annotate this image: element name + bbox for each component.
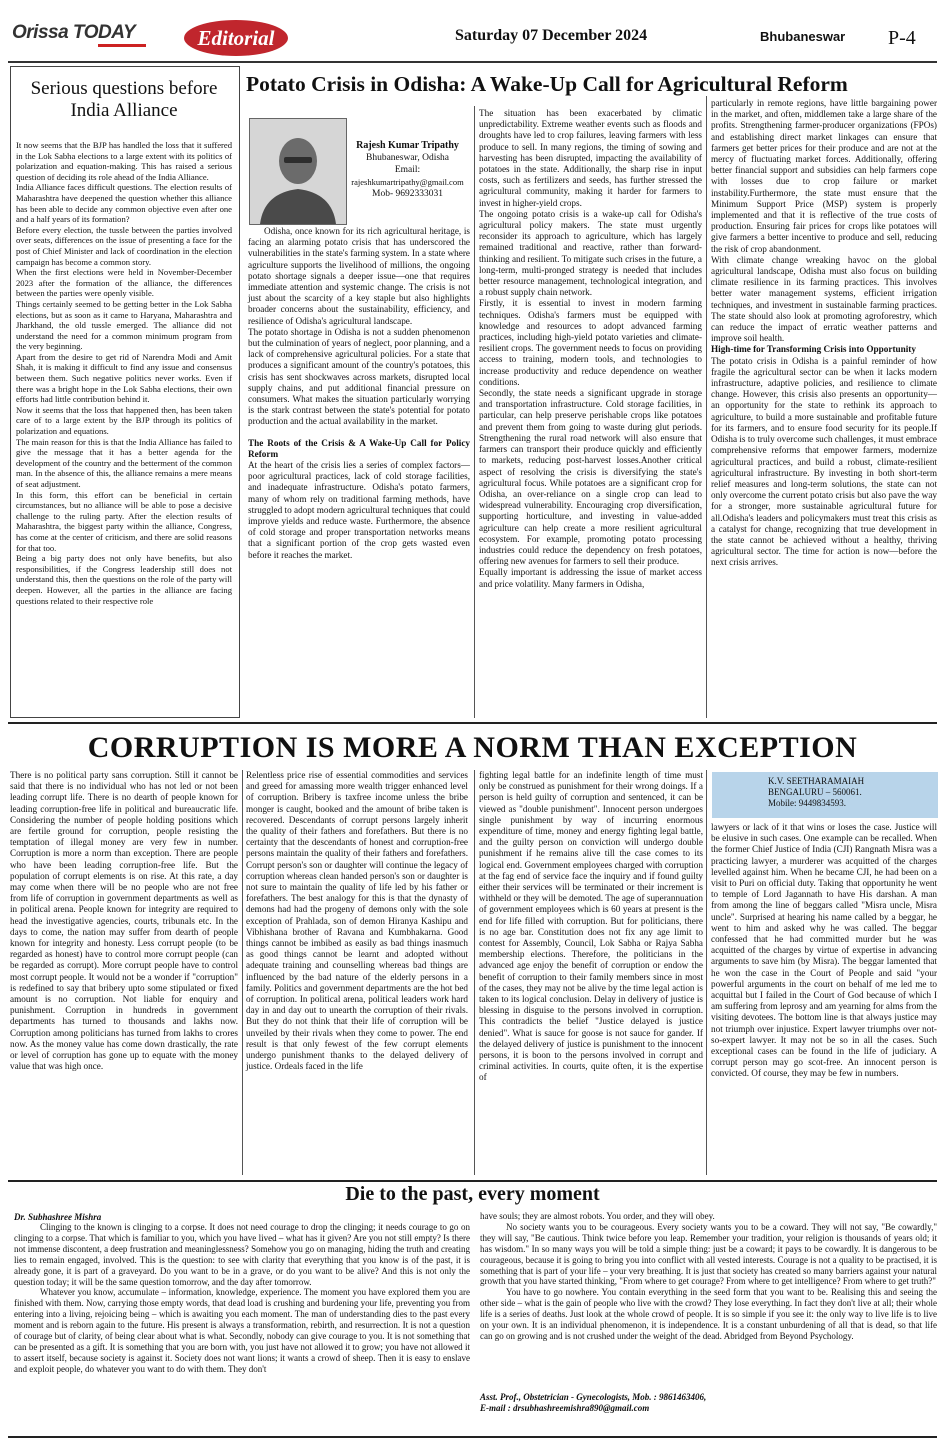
main-article-title: Potato Crisis in Odisha: A Wake-Up Call for Agricultural Reform bbox=[246, 72, 848, 96]
author-email: rajeshkumartripathy@gmail.com bbox=[351, 177, 464, 187]
corruption-author-box bbox=[712, 772, 938, 818]
logo-text: Orissa TODAY bbox=[12, 22, 136, 43]
paragraph: You have to go nowhere. You contain everything in the seed form that you want to be. Realising this and seeing the other side – what is the gain of people who live with the crowd? They lose everything. In fact they don't live at all; their whole life is a series of deaths. Just look at the whole crowd of people. It is so simple if you see it: the only way to live life is to live on your own. It is an individual phenomenon, it is independence. It is a constant unburdening of all that is dead, so that life can go on growing and is not crushed under the weight of the dead. Abridged from Beyond Psychology. bbox=[480, 1287, 937, 1341]
paragraph: With climate change wreaking havoc on the global agricultural landscape, Odisha must also focus on building climate resilience in its farming practices. This involves better water management systems, efficient irrigation techniques, and investment in sustainable farming practices. The state should also look at promoting agroforestry, which can reduce the impact of erratic weather patterns and improve soil health. bbox=[711, 254, 937, 344]
author-portrait-icon bbox=[250, 119, 346, 224]
paragraph: The potato shortage in Odisha is not a sudden phenomenon but the culmination of years of neglect, poor planning, and a lack of comprehensive agricultural policies. For a state that produces a significant amount of the country's potatoes, this crisis has sent shockwaves across markets, disrupted local supply chains, and put additional financial pressure on consumers. What makes the situation particularly worrying is the stark contrast between the state's potential for potato production and the actual availability in the market. bbox=[248, 326, 470, 427]
corruption-col2: Relentless price rise of essential commodities and services and greed for amassing more wealth trigger enhanced level of corruption. Bribery is taxfree income unless the bribe monger is caught, booked and the amount of bribe taken is recovered. Descendants of corrupt persons largely inherit the quality of their fathers and forefathers. But there is no certainty that the descendants of honest and corruption-free persons maintain the quality of their fathers and forefathers. Corrupt person's son or daughter will continue the legacy of corruption whereas clean handed person's son or daughter is not sure to maintain the quality of life led by his father or forefathers. The best analogy for this is that the dynasty of demons had had the progeny of demons only with the sole exception of Prahlada, son of demon Hiranya Kashipu and Vibhishana brother of Ravana and Kumbhakarna. Good things cannot be imbibed as easily as bad things inasmuch as good things cannot be learnt and adopted without adequate training and counselling whereas bad things are influenced by the bad nature of the elderly persons in a family. Politics and government departments are the hot bed of corruption. In political arena, political leaders work hard day in and day out to unearth the corruption of their rivals. But they do not think that their life of corruption will be unveiled by their rivals when they come to power. The end result is that only fewest of the few corrupt elements undergo punishment thanks to the delayed delivery of justice. Ordeals faced in the life bbox=[246, 770, 468, 1072]
paragraph: When the first elections were held in November-December 2023 after the formation of the alliance, the differences between the parties were openly visible. bbox=[16, 267, 232, 299]
paragraph: have souls; they are almost robots. You order, and they will obey. bbox=[480, 1211, 715, 1221]
author-email-label: Email: bbox=[394, 165, 421, 175]
paragraph: The ongoing potato crisis is a wake-up call for Odisha's agricultural policy makers. The state must urgently reconsider its approach to agriculture, which has largely remained traditional and reactive, rather than forward-thinking and resilient. To mitigate such crises in the future, a long-term, multi-pronged strategy is needed that includes better resource management, technological integration, and a robust supply chain network. bbox=[479, 208, 702, 298]
paragraph: Things certainly seemed to be getting better in the Lok Sabha elections, but as soon as it came to Haryana, Maharashtra and Jharkhand, the old tussle emerged. The alliance did not understand the need for a common minimum program from the very beginning. bbox=[16, 298, 232, 352]
col-divider bbox=[474, 770, 475, 1175]
edition-city: Bhubaneswar bbox=[760, 29, 846, 44]
paragraph: India Alliance faces difficult questions. The election results of Maharashtra have deepened the question whether this alliance has been able to decide any common objective even after one and a half years of its formation? bbox=[16, 182, 232, 225]
paragraph: No society wants you to be courageous. Every society wants you to be a coward. They will not say, "Be cowardly," they will say, "Be cautious. Think twice before you leap. Remember your tradition, your religion is thousands of years old; it has wisdom." In so many ways you will be told a simple thing: just be a coward; it pays to be cowardly. It is dangerous to be courageous, because it is going to bring you into conflict with all vested interests. Courage is not a quality to be practised, it is something that is part of your life – your very breathing. It is just that society has created so many barriers against your natural growth that you have started thinking, "From where to get courage? From where to get intelligence? From where to get truth?" bbox=[480, 1221, 937, 1287]
main-article-col2 bbox=[479, 108, 702, 590]
header-rule bbox=[8, 61, 937, 63]
paragraph: Now it seems that the loss that happened then, has been taken care of to a large extent by the BJP through its politics of polarization and equations. bbox=[16, 404, 232, 437]
spacer bbox=[248, 428, 470, 438]
col-divider bbox=[242, 770, 243, 1175]
main-article-col3 bbox=[711, 98, 937, 569]
paragraph: The situation has been exacerbated by climatic unpredictability. Extreme weather events such as floods and droughts have led to crop failures, leaving farmers with less produce to sell. In many regions, the timing of sowing and harvesting has been disrupted, impacting the availability of potatoes in the state. Additionally, the sharp rise in input costs, such as fertilizers and seeds, has further stressed the agricultural community, making it harder for farmers to invest in higher-yield crops. bbox=[479, 108, 702, 208]
bottom-article-title: Die to the past, every moment bbox=[345, 1183, 600, 1205]
paragraph: particularly in remote regions, have little bargaining power in the market, and often, middlemen take a large share of the profits. Strengthening farmer-producer organizations (FPOs) and establishing direct market linkages can ensure that farmers get better prices for their produce and are not at the mercy of fluctuating market forces. Additionally, offering better financial support and subsidies can help farmers cope with losses due to crop failure or market instability.Furthermore, the state must ensure that the Minimum Support Price (MSP) system is properly implemented and that it is reflective of the true costs of production. Ensuring fair prices for crops like potatoes will give farmers a better incentive to produce and sell, reducing the risk of crop abandonment. bbox=[711, 98, 937, 254]
page-number: P-4 bbox=[888, 27, 916, 49]
paragraph: Odisha, once known for its rich agricultural heritage, is facing an alarming potato crisis that has underscored the vulnerabilities in the state's farming system. In a state where agriculture supports the livelihood of millions, the ongoing potato shortage signals a deeper issue—one that requires immediate attention and systemic change. The crisis is not just about the scarcity of a key staple but also highlights broader concerns about the sustainability, efficiency, and resilience of Odisha's agricultural landscape. bbox=[248, 226, 470, 326]
paragraph: It now seems that the BJP has handled the loss that it suffered in the Lok Sabha elections to a large extent with its politics of polarization and equation-making. This has raised a serious question of deciding its role ahead of the India Alliance. bbox=[16, 140, 232, 182]
main-article-col1 bbox=[248, 226, 470, 561]
bottom-article-author: Dr. Subhashree Mishra bbox=[14, 1212, 102, 1222]
corruption-author-name: K.V. SEETHARAMAIAH bbox=[768, 776, 865, 786]
bottom-article-left bbox=[14, 1222, 470, 1375]
footer-rule bbox=[8, 1436, 937, 1438]
author-name: Rajesh Kumar Tripathy bbox=[356, 140, 459, 151]
issue-date: Saturday 07 December 2024 bbox=[455, 27, 648, 44]
signature-line2: E-mail : drsubhashreemishra890@gmail.com bbox=[480, 1403, 650, 1413]
paragraph: Being a big party does not only have benefits, but also responsibilities, if the Congress leadership still does not understand this, then the questions on the role of the party will deepen. However, all the parties in the alliance are facing questions related to their respective role bbox=[16, 553, 232, 606]
signature-line1: Asst. Prof., Obstetrician - Gynecologists, Mob. : 9861463406, bbox=[480, 1392, 707, 1402]
newspaper-logo bbox=[12, 22, 146, 48]
corruption-col4: lawyers or lack of it that wins or loses the case. Justice will be elusive in such cases. One example can be recalled. When the former Chief Justice of India (CJI) Rangnath Misra was a practicing lawyer, a murderer was acquitted of the charges levelled against him. When he became CJI, he had been on a visit to Puri on official duty. Taking that opportunity he went to temple of Lord Jagannath to have His darshan. A man from among the line of beggars called "Misra uncle, Misra uncle". Surprised at hearing his name called by a beggar, he went to him and asked why he was called. The beggar confessed that he had committed murder but he was acquitted of the charges by virtue of expertise in advancing arguments to save him (by Misra). The beggar lamented that he won the case in the Court of People and said "your powerful arguments in the court on behalf of me led me to acquittal but I failed in the Court of God because of which I am suffering from leprosy and am yearning for alms from the visiting devotees. The bottom line is that always justice may not triumph over injustice. Expert lawyer triumphs over not-so-expert lawyer. It may not be so in all the cases. Such exceptional cases can be found in the life of judiciary. A corrupt person may go scot-free. An innocent person is convicted. Of course, they may be few in numbers. bbox=[711, 822, 937, 1079]
subheading: High-time for Transforming Crisis into Opportunity bbox=[711, 344, 916, 355]
paragraph: In this form, this effort can be beneficial in certain circumstances, but no alliance will be able to pose a decisive challenge to the ruling party. After the election results of Maharashtra, the biggest party within the alliance, Congress, has come at the center of criticism, and there are solid reasons for that too. bbox=[16, 489, 232, 553]
author-info bbox=[345, 140, 470, 200]
section-rule bbox=[8, 1180, 937, 1182]
author-photo bbox=[249, 118, 347, 225]
paragraph: Apart from the desire to get rid of Narendra Modi and Amit Shah, it is making it difficult to find any issue and consensus between them. Such negative politics never works. Even if there was a bright hope in the Lok Sabha elections, their own efforts had little contribution behind it. bbox=[16, 351, 232, 405]
bottom-article-signature bbox=[480, 1392, 937, 1414]
corruption-col3: fighting legal battle for an indefinite length of time must only be construed as punishment for their wrong doings. If a person is held guilty of corruption and sentenced, it can be viewed as "double punishment". Innocent person undergoes single punishment by way of incurring enormous expenditure of time, money and energy fighting legal battle, and the guilty person on conviction will undergo double punishment if he remains alive till the case comes to its logical end. Government employees charged with corruption at the fag end of service face the inquiry and if found guilty either their services will be terminated or their increment is withheld or they will be demoted. The age of superannuation of government employees which is 60 years at present is the end for life filled with corruption. But for politicians, there is no age bar. Constitution does not fix any age limit to contest for Assembly, Council, Lok Sabha or Rajya Sabha membership elections. Therefore, the politicians in the advanced age enjoy the benefit of corruption or endow the benefit of corruption to their family members since in most of the cases, they may not be alive by the time legal action is taken to its logical conclusion. Delay in delivery of justice is blessing in disguise to the persons involved in corruption. This contradicts the belief "Justice delayed is justice denied". What is sauce for goose is not sauce for gander. If the delayed delivery of justice is punishment to the innocent persons, it is boon to the persons involved in corrupt and criminal activities. In courts, quite often, it is the expertise of bbox=[479, 770, 703, 1083]
left-article-body bbox=[16, 140, 232, 606]
section-rule bbox=[8, 722, 937, 724]
author-mobile: Mob- 9692333031 bbox=[372, 189, 443, 199]
paragraph: Whatever you know, accumulate – information, knowledge, experience. The moment you have explored them you are finished with them. Now, carrying those empty words, that dead load is crushing and burdening your life, preventing you from entering into a living, rejoicing being – which is awaiting you each moment. The man of understanding dies to the past every moment and is reborn again to the future. His present is always a transformation, rebirth, and resurrection. It is not a question of courage but of clarity, of being clear about what is what. Secondly, nobody can give courage to you. It is not something that can be presented as a gift. It is something that you are born with, you just have not allowed it to grow; you have not allowed it to assert itself, because society is against it. Society does not want lions; it wants a crowd of sheep. Then it is easy to enslave and exploit people, do whatever you want to do with them. They don't bbox=[14, 1287, 470, 1374]
author-place: Bhubaneswar, Odisha bbox=[366, 153, 449, 163]
left-article-title: Serious questions before India Alliance bbox=[30, 78, 218, 121]
col-divider bbox=[706, 96, 707, 718]
paragraph: Equally important is addressing the issue of market access and price volatility. Many farmers in Odisha, bbox=[479, 567, 702, 589]
subheading: The Roots of the Crisis & A Wake-Up Call for Policy Reform bbox=[248, 437, 470, 459]
corruption-col1: There is no political party sans corruption. Still it cannot be said that there is no individual who has not led or not been leading corrupt life. There is no dearth of people known for leading corruption-free life in political and bureaucratic life. Considering the number of people holding positions which are fertile ground for corruption, people resisting the temptation of illegal money are very few in number. Corruption is more a norm than exception. There are people who have been leading corruption-free life. But the population of corrupt elements is on rise. At this rate, a day may come when there will be no people who are not free from life of corruption in government departments as well as in political arena. People known for integrity are required to head the investigative agencies, courts, tribunals etc. In the days to come, the nation may suffer from dearth of people known for integrity and honesty. Less corrupt people (to be regarded as honest) have to control more corrupt people (can be regarded as corrupt). More corrupt people have to control most corrupt people. It would not be a wonder if "corruption" is redefined to say that bribery upto some stipulated or fixed amount is no corruption. Not liable for enquiry and punishment. Corruption in hundreds in government departments has turned to thousands and lakhs now. Corruption among politicians has turned from lakhs to crores now. As the money value has come down drastically, the rate or level of corruption has gone up to equate with the money value that was high once. bbox=[10, 770, 238, 1072]
col-divider bbox=[474, 106, 475, 718]
paragraph: The main reason for this is that the India Alliance has failed to give the message that it has a better agenda for the development of the country and the betterment of the common man. In the absence of this, the alliance remains a mere means of seat adjustment. bbox=[16, 436, 232, 489]
col-divider bbox=[706, 770, 707, 1175]
paragraph: At the heart of the crisis lies a series of complex factors—poor agricultural practices, lack of cold storage facilities, and inadequate infrastructure. Odisha's potato farmers, many of whom rely on traditional farming methods, have struggled to adopt modern agricultural techniques that could improve yields and reduce waste. Furthermore, the absence of cold storage and proper transportation networks means that a significant portion of the crop gets wasted even before it reaches the market. bbox=[248, 460, 470, 560]
paragraph: Secondly, the state needs a significant upgrade in storage and transportation infrastructure. Cold storage facilities, in particular, can help preserve perishable crops like potatoes and prevent them from going to waste during glut periods. Strengthening the rural road network will also ensure that farmers can transport their produce quickly and efficiently to markets, reducing post-harvest losses.Another critical aspect of resolving the crisis is diversifying the state's agricultural focus. While potatoes are a significant crop for Odisha, an over-reliance on a single crop can lead to widespread vulnerability. Encouraging crop diversification, supporting horticulture, and investing in value-added agriculture can help create a more resilient agricultural ecosystem. For example, promoting potato processing industries could reduce the dependency on fresh potatoes, offering new avenues for farmers to sell their produce. bbox=[479, 388, 702, 567]
logo-underline bbox=[98, 44, 146, 47]
paragraph: Before every election, the tussle between the parties involved over seats, differences on the issue of presenting a face for the post of Chief Minister and lack of coordination in the election campaign has become a common story. bbox=[16, 224, 232, 267]
paragraph: Clinging to the known is clinging to a corpse. It does not need courage to drop the clinging; it needs courage to go on clinging to a corpse. That which is familiar to you, which you have lived – what has it given? Are you not still empty? Is there not immense discontent, a deep frustration and meaninglessness? Somehow you go on managing, hiding the truth and creating lies to remain engaged, involved. This is the question: to see with clarity that everything that you know is of the past, it is already gone, it is part of a graveyard. Do you want to be in a grave, or do you want to be alive? And this is not only the question today; it will be the same question tomorrow, and the day after tomorrow. bbox=[14, 1222, 470, 1287]
corruption-author-city: BENGALURU – 560061. bbox=[768, 787, 862, 797]
corruption-author-mobile: Mobile: 9449834593. bbox=[768, 798, 846, 808]
paragraph: The potato crisis in Odisha is a painful reminder of how fragile the agricultural sector can be when it lacks modern infrastructure, adaptive policies, and resilience to climate change. However, this crisis also presents an opportunity—an opportunity for the state to rethink its approach to agriculture, to build a more sustainable and profitable future for its farmers, and to ensure food security for its people.If Odisha is to truly overcome such challenges, it must embrace comprehensive reforms that empower farmers, modernize agricultural practices, and build a robust, climate-resilient agricultural infrastructure. By investing in both short-term relief measures and long-term solutions, the state can not only overcome the current potato crisis but also pave the way for a stronger, more sustainable agricultural future for all.Odisha's leaders and policymakers must treat this crisis as a catalyst for change, recognizing that true development in the state cannot be achieved without a healthy, thriving agricultural sector. The time for action is now—before the next crisis arrives. bbox=[711, 355, 937, 568]
corruption-title: CORRUPTION IS MORE A NORM THAN EXCEPTION bbox=[87, 731, 858, 764]
section-badge: Editorial bbox=[184, 20, 288, 56]
bottom-article-right bbox=[480, 1211, 937, 1342]
paragraph: Firstly, it is essential to invest in modern farming techniques. Odisha's farmers must be equipped with knowledge and resources to adopt advanced farming practices, including high-yield potato varieties and climate-resilient crops. The government needs to focus on providing access to training, modern tools, and technologies to increase productivity and reduce dependence on weather conditions. bbox=[479, 298, 702, 387]
